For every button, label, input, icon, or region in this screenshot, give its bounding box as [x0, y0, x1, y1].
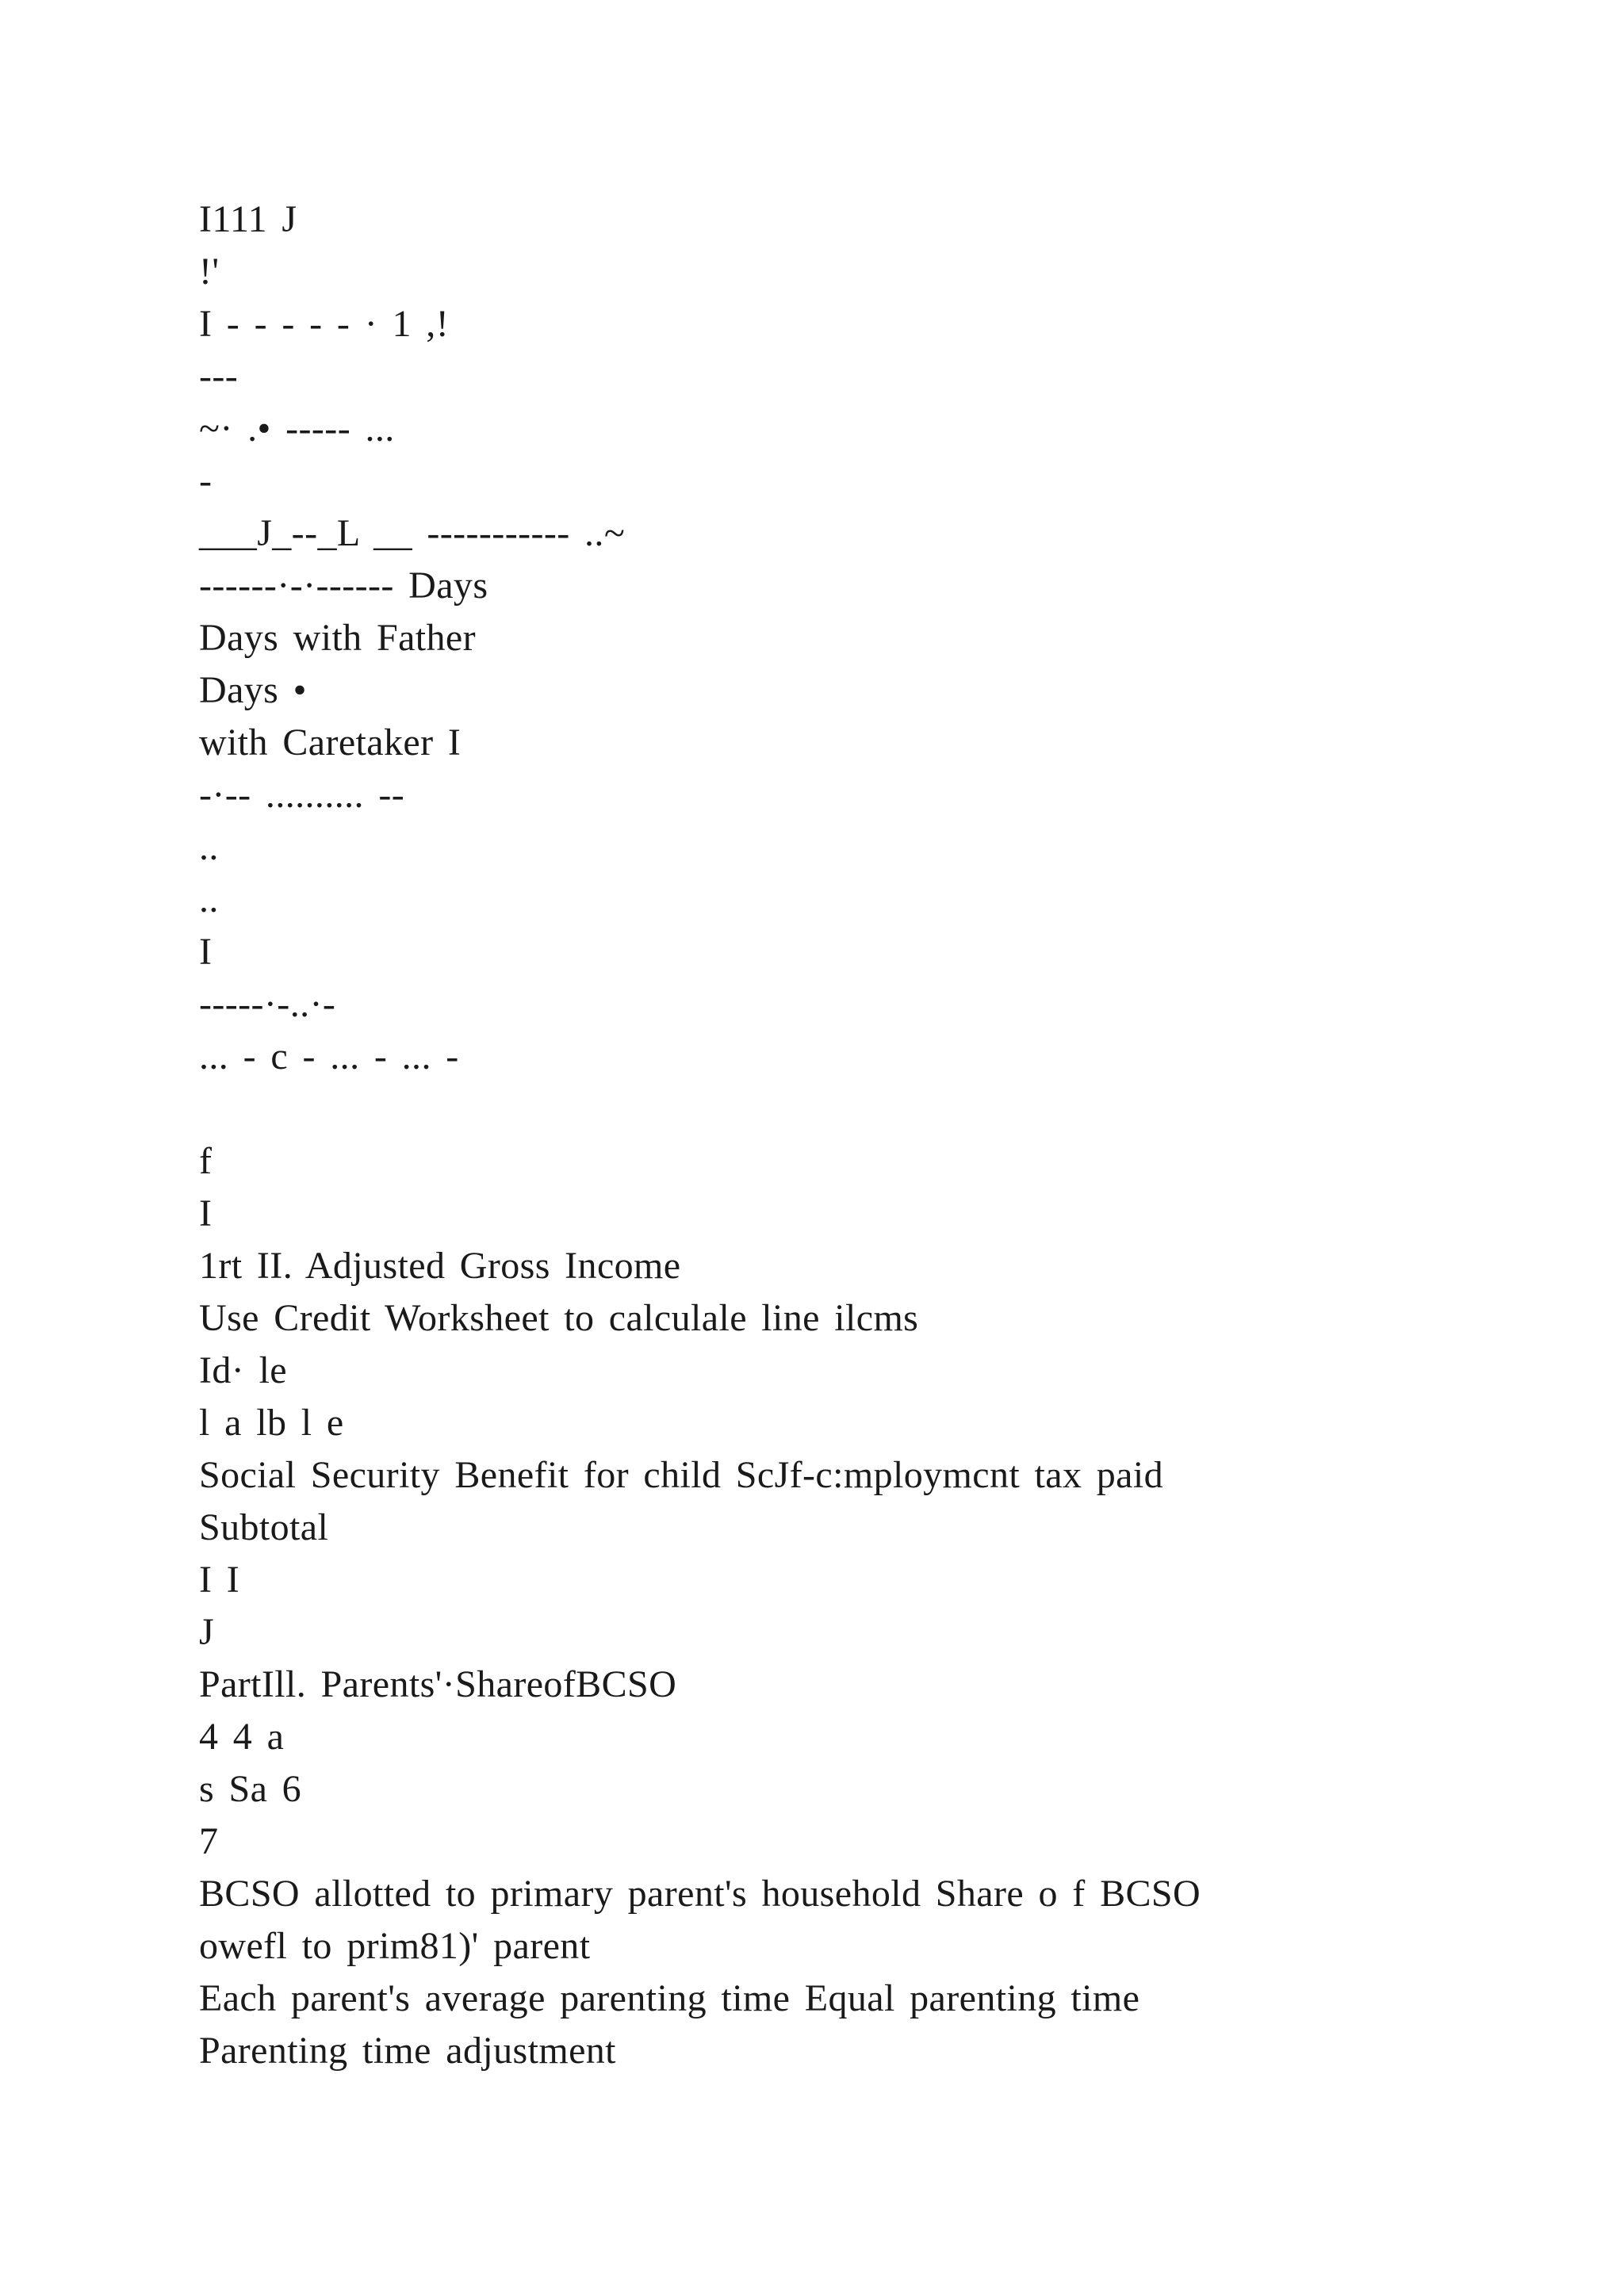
text-line: Each parent's average parenting time Equal parenting time [199, 1977, 1140, 2019]
text-line: I [199, 1192, 213, 1234]
text-line: -----·-..·- [199, 983, 336, 1025]
text-line: .. [199, 878, 219, 920]
text-line: Days • [199, 669, 307, 711]
text-line: Days with Father [199, 617, 477, 659]
text-line: l a lb l e [199, 1402, 344, 1444]
text-line: J [199, 1611, 215, 1653]
text-line: s Sa 6 [199, 1768, 302, 1810]
text-line: owefl to prim81)' parent [199, 1925, 591, 1967]
section-heading: 1rt II. Adjusted Gross Income [199, 1245, 681, 1287]
text-line: Parenting time adjustment [199, 2030, 616, 2072]
text-line: Id· le [199, 1349, 288, 1391]
section-heading: PartIll. Parents'·ShareofBCSO [199, 1663, 677, 1705]
text-line: -·-- .......... -- [199, 774, 405, 816]
text-line: ... - c - ... - ... - [199, 1035, 459, 1077]
text-line: 4 4 a [199, 1716, 285, 1758]
text-line: - [199, 460, 213, 502]
text-line: BCSO allotted to primary parent's household Share o f BCSO [199, 1873, 1201, 1915]
text-line: --- [199, 355, 239, 397]
text-line: I111 J [199, 198, 297, 240]
instruction-text: Use Credit Worksheet to calculale line ilcms [199, 1297, 919, 1339]
text-line: ~· .• ----- ... [199, 408, 395, 450]
text-line: I - - - - - · 1 ,! [199, 303, 450, 345]
text-line: Subtotal [199, 1506, 329, 1548]
text-line: .. [199, 826, 219, 868]
text-line: ------·-·------ Days [199, 564, 488, 607]
text-line: 7 [199, 1820, 219, 1862]
text-line: I [199, 931, 213, 973]
text-line: ___J_--_L __ ----------- ..~ [199, 512, 626, 554]
text-line: f [199, 1140, 213, 1182]
text-line: !' [199, 251, 220, 293]
text-line: with Caretaker I [199, 721, 462, 763]
text-line: I I [199, 1559, 240, 1601]
text-line: Social Security Benefit for child ScJf-c:mploymcnt tax paid [199, 1454, 1163, 1496]
